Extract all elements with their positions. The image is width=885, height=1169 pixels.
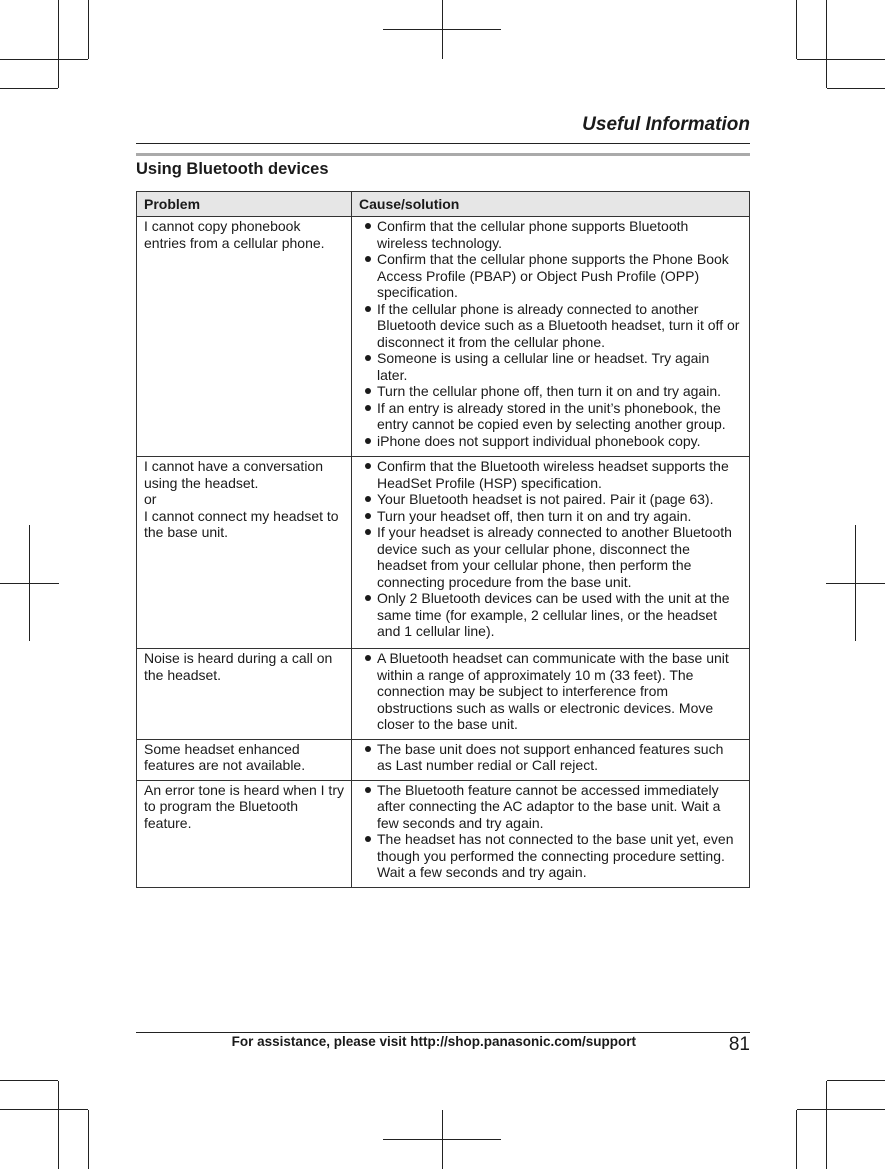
problem-cell	[137, 780, 352, 887]
column-header-problem: Problem	[137, 192, 352, 217]
solution-item: Confirm that the cellular phone supports Bluetooth wireless technology.	[359, 218, 742, 251]
problem-cell	[137, 649, 352, 740]
solution-item: Turn your headset off, then turn it on and try again.	[359, 508, 742, 525]
solution-cell	[352, 780, 750, 887]
problem-cell	[137, 739, 352, 780]
solution-item: Confirm that the Bluetooth wireless headset supports the HeadSet Profile (HSP) specification.	[359, 458, 742, 491]
divider	[136, 153, 750, 156]
problem-text: I cannot copy phonebook entries from a cellular phone.	[144, 218, 325, 251]
solution-item: Someone is using a cellular line or headset. Try again later.	[359, 350, 742, 383]
solution-item: If your headset is already connected to another Bluetooth device such as your cellular phone, disconnect the headset from your cellular phone, then perform the connecting procedure from the base unit.	[359, 524, 742, 590]
solution-item: If an entry is already stored in the unit’s phonebook, the entry cannot be copied even by selecting another group.	[359, 400, 742, 433]
solution-item: iPhone does not support individual phonebook copy.	[359, 433, 742, 450]
table-row	[137, 780, 750, 887]
table-row	[137, 649, 750, 740]
problem-cell	[137, 457, 352, 649]
problem-text: An error tone is heard when I try to program the Bluetooth feature.	[144, 781, 344, 831]
solution-cell	[352, 739, 750, 780]
solution-item: Turn the cellular phone off, then turn it on and try again.	[359, 383, 742, 400]
table-row	[137, 739, 750, 780]
footer-text: For assistance, please visit http://shop.panasonic.com/support	[231, 1034, 636, 1049]
table-row	[137, 457, 750, 649]
problem-text: Noise is heard during a call on the headset.	[144, 650, 333, 683]
solution-item: Confirm that the cellular phone supports the Phone Book Access Profile (PBAP) or Object Push Profile (OPP) specification.	[359, 251, 742, 301]
problem-text: I cannot connect my headset to the base unit.	[144, 507, 339, 540]
solution-item: If the cellular phone is already connected to another Bluetooth device such as a Bluetooth headset, turn it off or disconnect it from the cellular phone.	[359, 301, 742, 351]
column-header-solution: Cause/solution	[352, 192, 750, 217]
solution-item: Only 2 Bluetooth devices can be used with the unit at the same time (for example, 2 cellular lines, or the headset and 1 cellular line).	[359, 590, 742, 640]
solution-item: A Bluetooth headset can communicate with the base unit within a range of approximately 10 m (33 feet). The connection may be subject to interference from obstructions such as walls or electronic devices. Move closer to the base unit.	[359, 650, 742, 733]
page-title: Using Bluetooth devices	[136, 160, 329, 178]
solution-item: The base unit does not support enhanced features such as Last number redial or Call reject.	[359, 741, 742, 774]
problem-text: or	[144, 491, 157, 507]
solution-item: The headset has not connected to the base unit yet, even though you performed the connecting procedure setting. Wait a few seconds and try again.	[359, 831, 742, 881]
troubleshooting-table	[136, 191, 750, 888]
problem-text: Some headset enhanced features are not available.	[144, 740, 306, 773]
table-row	[137, 217, 750, 457]
problem-cell	[137, 217, 352, 457]
divider	[136, 1032, 750, 1033]
solution-item: The Bluetooth feature cannot be accessed immediately after connecting the AC adaptor to the base unit. Wait a few seconds and try again.	[359, 782, 742, 832]
solution-cell	[352, 649, 750, 740]
solution-cell	[352, 457, 750, 649]
problem-text: I cannot have a conversation using the headset.	[144, 458, 324, 491]
solution-item: Your Bluetooth headset is not paired. Pair it (page 63).	[359, 491, 742, 508]
divider	[136, 143, 750, 144]
page-number: 81	[728, 1034, 750, 1055]
solution-cell	[352, 217, 750, 457]
section-header: Useful Information	[582, 114, 750, 135]
